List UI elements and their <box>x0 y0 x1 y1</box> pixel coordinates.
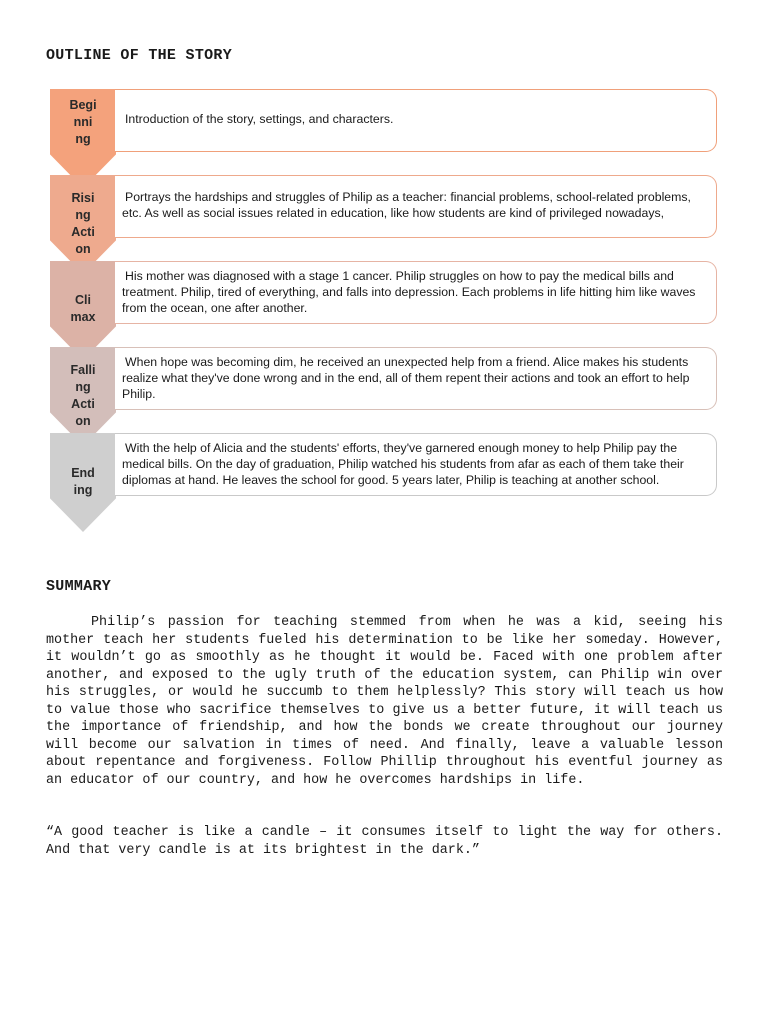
stage-box-ending <box>115 433 717 496</box>
summary-quote: “A good teacher is like a candle – it consumes itself to light the way for others. And that very candle is at its brightest in the dark.” <box>46 825 723 858</box>
stage-label-climax: Cli max <box>70 293 96 324</box>
stage-box-beginning <box>115 89 717 152</box>
stage-box-falling-action <box>115 347 717 410</box>
stage-box-climax <box>115 261 717 324</box>
stage-text-climax: His mother was diagnosed with a stage 1 cancer. Philip struggles on how to pay the medical bills and treatment. Philip, tired of everything, and falls into depression. Each problems in life hitting him like waves from the ocean, one after another. <box>122 269 696 315</box>
summary-paragraph: Philip’s passion for teaching stemmed from when he was a kid, seeing his mother teach her students fueled his determination to be like her someday. However, it wouldn’t go as smoothly as he thought it would be. Faced with one problem after another, and exposed to the ugly truth of the education system, can Philip win over his struggles, or would he succumb to them helplessly? This story will teach us how to value those who sacrifice themselves to give us a better future, it will teach us the importance of friendship, and how the bonds we create throughout our journey will become our salvation in times of need. And finally, leave a valuable lesson about repentance and forgiveness. Follow Phillip throughout his eventful journey as an educator of our country, and how he overcomes hardships in life. <box>46 615 723 788</box>
stage-text-ending: With the help of Alicia and the students' efforts, they've garnered enough money to help Philip pay the medical bills. On the day of graduation, Philip watched his students from afar as each of them take their diplomas at hand. He leaves the school for good. 5 years later, Philip is teaching at another school. <box>122 441 684 487</box>
stage-text-rising-action: Portrays the hardships and struggles of Philip as a teacher: financial problems, school-related problems, etc. As well as social issues related in education, like how students are kind of privileged nowadays, <box>122 190 691 220</box>
stage-box-rising-action <box>115 175 717 238</box>
stage-label-beginning: Begi nni ng <box>69 97 97 146</box>
stage-label-ending: End ing <box>71 466 95 497</box>
stage-label-falling-action: Falli ng Acti on <box>70 363 96 428</box>
stage-label-rising-action: Risi ng Acti on <box>71 191 95 256</box>
stage-text-falling-action: When hope was becoming dim, he received an unexpected help from a friend. Alice makes his students realize what they've done wrong and in the end, all of them repent their actions and took an effort to help Philip. <box>122 355 690 401</box>
outline-heading: OUTLINE OF THE STORY <box>46 47 233 64</box>
summary-heading: SUMMARY <box>46 578 112 595</box>
stage-text-beginning: Introduction of the story, settings, and characters. <box>125 112 394 126</box>
